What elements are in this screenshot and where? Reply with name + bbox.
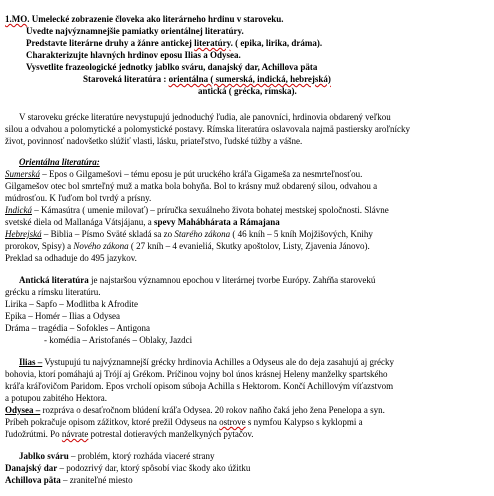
task-line-2: Uvedte najvýznamnejšie pamiatky orientálnej literatúry. — [26, 26, 244, 36]
task-line-4: Charakterizujte hlavných hrdinov eposu Ilias a Odysea. — [26, 50, 241, 60]
comedy-line: - komédia – Aristofanés – Oblaky, Jazdci — [44, 335, 193, 345]
epic-line: Epika – Homér – Ilias a Odysea — [5, 311, 120, 321]
hebrew-text-1a: – Biblia – Písmo Sväté skladá sa zo — [41, 229, 175, 239]
task-line-5: Vysvetlite frazeologické jednotky jablko sváru, danajský dar, Achillova päta — [26, 62, 318, 72]
drama-line: Dráma – tragédia – Sofokles – Antigona — [5, 323, 150, 333]
odysea-text-2c: s nymfou Kalypso s kyklopmi a — [245, 417, 363, 427]
odysea-line-2 — [5, 417, 363, 427]
sumerian-text-1: – Epos o Gilgamešovi – tému eposu je pút uruckého kráľa Gigameša za nesmrteľnosťou. — [40, 169, 363, 179]
antique-line-1 — [19, 275, 375, 285]
phrase-1-term: Jablko sváru — [19, 451, 69, 461]
lyric-line: Lirika – Sapfo – Modlitba k Afrodite — [5, 299, 138, 309]
intro-line-1: V staroveku grécke literatúre nevystupujú jednoduchý ľudia, ale panovníci, hrdinovia obdarený veľkou — [19, 112, 391, 122]
task-line-6 — [83, 74, 331, 84]
phrase-3-term: Achillova päta — [5, 475, 61, 485]
task-line-3c: . ( epika, lirika, dráma). — [230, 38, 323, 48]
phrase-1-def: – problém, ktorý rozháda viaceré strany — [68, 451, 215, 461]
task-line-3 — [26, 38, 322, 48]
hebrew-label: Hebrejská — [5, 229, 42, 239]
odysea-text-1: rozpráva o desaťročnom blúdení kráľa Odysea. 20 rokov naňho čaká jeho žena Penelopa a syn. — [40, 405, 385, 415]
odysea-text-3c: potrestal dotieravých manželkyných pytačov. — [88, 429, 254, 439]
ilias-line-3: kráľa kráľovičom Paridom. Epos vrcholí opisom súboja Achilla s Hektorom. Končí Achillovým víťazstvom — [5, 381, 394, 391]
ilias-text-1: Vystupujú tu najvýznamnejší grécky hrdinovia Achilles a Odyseus ale do deja zasahujú aj grécky — [42, 357, 395, 367]
intro-line-3: život, povinnosť nadovšetko slúžiť vlasti, lásku, priateľstvo, ľudské túžby a vášne. — [5, 136, 303, 146]
indian-line-2 — [5, 217, 280, 227]
antique-label: Antická literatúra — [19, 275, 89, 285]
odysea-line-1 — [5, 405, 385, 415]
odysea-text-2a: Príbeh pokračuje opisom zážitkov, ktoré prežil Odyseus na — [5, 417, 220, 427]
task-line-3b: literatúry — [194, 38, 231, 48]
sumerian-line-3: múdrosťou. K ľuďom bol tvrdý a prísny. — [5, 193, 152, 203]
ilias-line-2: bohovia, ktorí pomáhajú aj Trójí aj Grékom. Príčinou vojny bol únos krásnej Heleny manželky spartského — [5, 369, 388, 379]
phrase-achilles-heel — [5, 475, 133, 485]
task-number: 1.MO — [5, 14, 28, 24]
indian-line-1 — [5, 205, 389, 215]
task-line-6a: Staroveká literatúra : — [83, 74, 169, 84]
phrase-2-def: – podozrivý dar, ktorý spôsobí viac škody ako úžitku — [57, 463, 251, 473]
antique-line-2: grécku a rímsku literatúru. — [5, 287, 101, 297]
intro-line-2: silou a odvahou a polomytické a polomystické postavy. Rímska literatúra oslavovala najmä pastiersky aroľnícky — [5, 124, 410, 134]
ilias-label: Ilias – — [19, 357, 43, 367]
oriental-heading: Orientálna literatúra: — [19, 157, 100, 167]
hebrew-line-2 — [5, 241, 370, 251]
ilias-line-1 — [19, 357, 394, 367]
hebrew-line-3: Preklad sa odhaduje do 495 jazykov. — [5, 253, 137, 263]
phrase-danaan-gift — [5, 463, 250, 473]
odysea-text-3b: návrate — [61, 429, 89, 439]
odysea-line-3 — [5, 429, 254, 439]
phrase-3-def: – zraniteľné miesto — [60, 475, 133, 485]
task-line-1 — [5, 14, 284, 24]
odysea-text-2b: ostrove — [219, 417, 246, 427]
task-line-7: antická ( grécka, rímska). — [198, 86, 297, 96]
hebrew-text-2a: prorokov, Spisy) a — [5, 241, 74, 251]
indian-label: Indická — [5, 205, 32, 215]
antique-text-1: je najstaršou významnou epochou v literárnej tvorbe Európy. Zahŕňa starovekú — [88, 275, 376, 285]
hebrew-text-2c: ( 27 kníh – 4 evanieliá, Skutky apoštolov, Listy, Zjavenia Jánovo). — [128, 241, 370, 251]
ilias-line-4: a potupou zabitého Hektora. — [5, 393, 107, 403]
task-title: . Umelecké zobrazenie človeka ako literárneho hrdinu v staroveku. — [27, 14, 284, 24]
hebrew-text-1c: ( 46 kníh – 5 kníh Mojžišových, Knihy — [230, 229, 373, 239]
indian-text-2a: svetské diela od Mallanága Vátsjájanu, a — [5, 217, 155, 227]
hebrew-line-1 — [5, 229, 373, 239]
sumerian-line-2: Gilgamešov otec bol smrteľný muž a matka bola bohyňa. Bol to krásny muž obdarený silou, odvahou a — [5, 181, 378, 191]
phrase-apple-of-discord — [19, 451, 214, 461]
indian-text-2b: spevy Mahábhárata a Rámajana — [154, 217, 280, 227]
indian-text-1: – Kámasútra ( umenie milovať) – príručka sexuálneho života bohatej mestskej spoločnosti. Slávne — [32, 205, 389, 215]
odysea-label: Odysea – — [5, 405, 41, 415]
odysea-text-3a: ľudožrútmi. Po — [5, 429, 62, 439]
sumerian-label: Sumerská — [5, 169, 40, 179]
hebrew-text-2b: Nového zákona — [73, 241, 129, 251]
task-line-6b: orientálna ( sumerská, indická, hebrejská) — [168, 74, 331, 84]
hebrew-text-1b: Starého zákona — [174, 229, 231, 239]
phrase-2-term: Danajský dar — [5, 463, 58, 473]
sumerian-line-1 — [5, 169, 362, 179]
task-line-3a: Predstavte literárne druhy a žánre antickej — [26, 38, 195, 48]
